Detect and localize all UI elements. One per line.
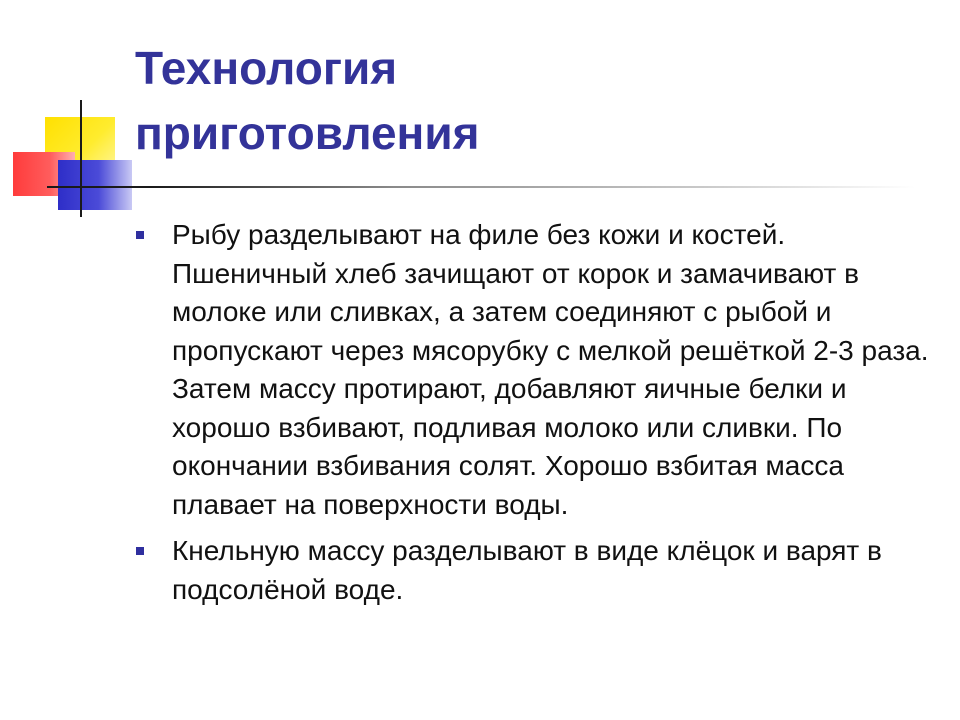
bullet-item [136,532,936,609]
slide-title [135,36,895,166]
slide-title-line-1: Технология [135,42,398,94]
square-bullet-icon [136,547,144,555]
square-bullet-icon [136,231,144,239]
slide-title-line-2: приготовления [135,107,480,159]
bullet-item [136,216,936,524]
title-underline-rule [47,186,915,188]
blue-square-decoration [58,160,132,210]
slide-body [136,216,936,617]
bullet-list [136,216,936,609]
bullet-text: Рыбу разделывают на филе без кожи и костей. Пшеничный хлеб зачищают от корок и замачивают в молоке или сливках, а затем соединяют с рыбой и пропускают через мясорубку с мелкой решёткой 2-3 раза. Затем массу протирают, добавляют яичные белки и хорошо взбивают, подливая молоко или сливки. По окончании взбивания солят. Хорошо взбитая масса плавает на поверхности воды. [172,219,929,520]
vertical-rule-decoration [80,100,82,217]
bullet-text: Кнельную массу разделывают в виде клёцок и варят в подсолёной воде. [172,535,882,605]
